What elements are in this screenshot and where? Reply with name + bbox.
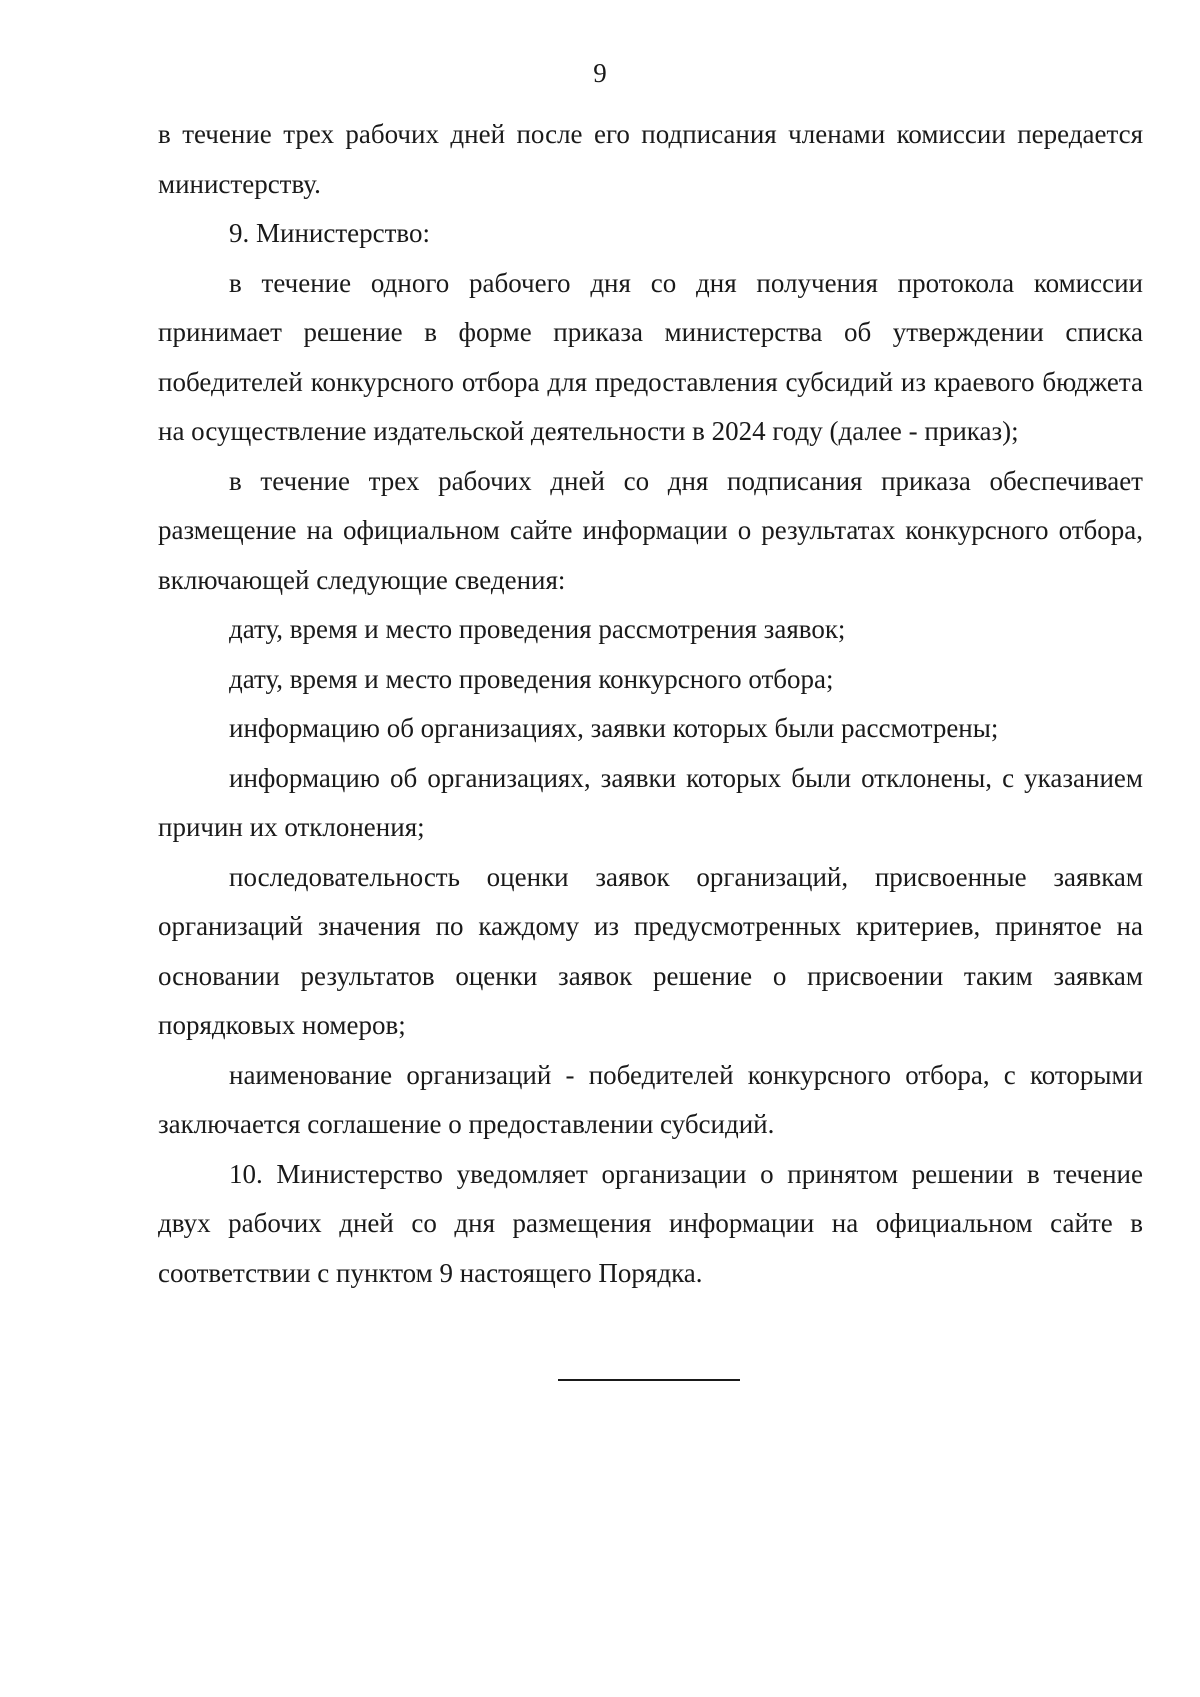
document-body (158, 110, 1143, 1298)
list-item-evaluation-sequence: последовательность оценки заявок организаций, присвоенные заявкам организаций значения по каждому из предусмотренных критериев, принятое на основании результатов оценки заявок решение о присвоении таким заявкам порядковых номеров; (158, 861, 1143, 1040)
paragraph-continuation: в течение трех рабочих дней после его подписания членами комиссии передается министерству. (158, 119, 1143, 199)
paragraph-item-10: 10. Министерство уведомляет организации о принятом решении в течение двух рабочих дней со дня размещения информации на официальном сайте в соответствии с пунктом 9 настоящего Порядка. (158, 1158, 1143, 1288)
page-number: 9 (593, 58, 607, 88)
paragraph-item-9-heading: 9. Министерство: (229, 218, 430, 248)
list-item-selection-date: дату, время и место проведения конкурсного отбора; (229, 663, 834, 694)
end-of-document-rule (558, 1379, 740, 1381)
paragraph-order-decision: в течение одного рабочего дня со дня получения протокола комиссии принимает решение в форме приказа министерства об утверждении списка победителей конкурсного отбора для предоставления субсидий из краевого бюджета на осуществление издательской деятельности в 2024 году (далее - приказ); (158, 267, 1143, 446)
list-item-review-date: дату, время и место проведения рассмотрения заявок; (229, 614, 846, 644)
list-item-rejected-orgs: информацию об организациях, заявки которых были отклонены, с указанием причин их отклонения; (158, 762, 1143, 842)
paragraph-publication: в течение трех рабочих дней со дня подписания приказа обеспечивает размещение на официальном сайте информации о результатах конкурсного отбора, включающей следующие сведения: (158, 465, 1143, 595)
list-item-winners: наименование организаций - победителей конкурсного отбора, с которыми заключается соглашение о предоставлении субсидий. (158, 1059, 1143, 1139)
list-item-reviewed-orgs: информацию об организациях, заявки которых были рассмотрены; (229, 713, 999, 743)
